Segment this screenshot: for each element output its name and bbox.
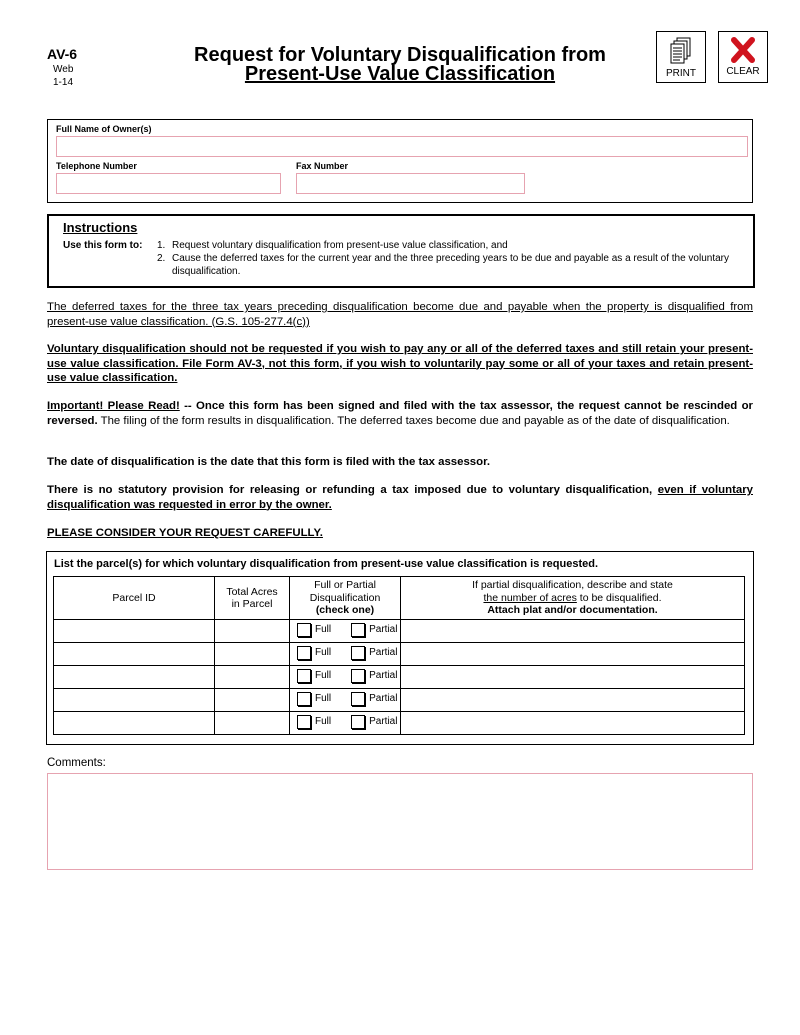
partial-description-input[interactable]: [401, 620, 745, 643]
disqualification-date-paragraph: The date of disqualification is the date that this form is filed with the tax assessor.: [47, 456, 491, 468]
col-header-description: If partial disqualification, describe and state the number of acres to be disqualified. Attach plat and/or documentation.: [401, 577, 745, 620]
no-refund-bold: There is no statutory provision for releasing or refunding a tax imposed due to voluntary disqualification,: [47, 484, 658, 496]
disqualification-type-cell: [290, 689, 401, 712]
clear-label: CLEAR: [726, 66, 760, 77]
partial-checkbox[interactable]: [351, 623, 365, 637]
instruction-text-1: Request voluntary disqualification from present-use value classification, and: [172, 240, 508, 251]
parcel-id-input[interactable]: [54, 712, 215, 735]
partial-option: [351, 623, 397, 637]
clear-button[interactable]: [718, 31, 768, 83]
partial-description-input[interactable]: [401, 666, 745, 689]
partial-checkbox[interactable]: [351, 692, 365, 706]
form-code: AV-6: [47, 46, 78, 62]
parcel-row: [54, 712, 745, 735]
full-label: Full: [315, 647, 332, 658]
full-option: [297, 715, 331, 729]
full-option: [297, 692, 331, 706]
print-icon: [670, 37, 692, 65]
important-notice-lead: Important! Please Read!: [47, 400, 180, 412]
full-checkbox[interactable]: [297, 692, 311, 706]
parcel-acres-input[interactable]: [215, 643, 290, 666]
disqualification-type-cell: [290, 620, 401, 643]
voluntary-disqualification-warning: Voluntary disqualification should not be requested if you wish to pay any or all of the deferred taxes and still retain your present-use value classification. File Form AV-3, not this form, if you wish to voluntarily pay some or all of your taxes and retain present-use value classification.: [47, 343, 753, 384]
important-notice-paragraph: [47, 399, 753, 428]
col-header-parcel-id: Parcel ID: [54, 577, 215, 620]
owner-info-section: [47, 119, 753, 203]
parcel-row: [54, 620, 745, 643]
parcel-acres-input[interactable]: [215, 620, 290, 643]
important-notice-rest: The filing of the form results in disqualification. The deferred taxes become due and payable as of the date of disqualification.: [97, 414, 730, 427]
form-revision-date: 1-14: [53, 77, 74, 88]
instructions-title: Instructions: [63, 220, 138, 235]
fax-label: Fax Number: [296, 161, 349, 171]
parcel-acres-input[interactable]: [215, 712, 290, 735]
page-title-line1: Request for Voluntary Disqualification from: [194, 44, 606, 66]
partial-description-input[interactable]: [401, 712, 745, 735]
telephone-input[interactable]: [56, 173, 281, 194]
partial-checkbox[interactable]: [351, 646, 365, 660]
full-checkbox[interactable]: [297, 646, 311, 660]
partial-description-input[interactable]: [401, 643, 745, 666]
partial-option: [351, 646, 397, 660]
parcel-row: [54, 666, 745, 689]
disqualification-type-cell: [290, 666, 401, 689]
full-label: Full: [315, 624, 332, 635]
parcel-acres-input[interactable]: [215, 666, 290, 689]
form-version: Web: [53, 64, 74, 75]
partial-checkbox[interactable]: [351, 669, 365, 683]
partial-option: [351, 692, 397, 706]
partial-label: Partial: [369, 670, 398, 681]
partial-option: [351, 715, 397, 729]
disqualification-type-cell: [290, 712, 401, 735]
deferred-taxes-paragraph: The deferred taxes for the three tax years preceding disqualification become due and payable when the property is disqualified from present-use value classification. (G.S. 105-277.4(c)): [47, 301, 753, 328]
full-checkbox[interactable]: [297, 669, 311, 683]
parcel-id-input[interactable]: [54, 620, 215, 643]
no-refund-paragraph: [47, 483, 753, 512]
partial-label: Partial: [369, 647, 398, 658]
parcels-heading: List the parcel(s) for which voluntary disqualification from present-use value classification is requested.: [54, 558, 599, 570]
full-label: Full: [315, 716, 332, 727]
full-label: Full: [315, 670, 332, 681]
instructions-section: [47, 214, 755, 288]
comments-textarea[interactable]: [47, 773, 753, 870]
parcel-row: [54, 643, 745, 666]
col-header-disqualification-type: Full or Partial Disqualification (check one): [290, 577, 401, 620]
partial-description-input[interactable]: [401, 689, 745, 712]
page-title-line2: Present-Use Value Classification: [244, 63, 556, 85]
full-checkbox[interactable]: [297, 623, 311, 637]
instruction-text-2: Cause the deferred taxes for the current year and the three preceding years to be due and payable as a result of the voluntary disqualification.: [172, 253, 730, 277]
col-header-acres: Total Acres in Parcel: [215, 577, 290, 620]
instructions-use-label: Use this form to:: [63, 240, 143, 251]
important-notice-bold: -- Once this form has been signed and filed with the tax assessor, the request cannot be rescinded or reversed.: [47, 400, 753, 427]
comments-label: Comments:: [47, 757, 106, 769]
parcel-id-input[interactable]: [54, 643, 215, 666]
parcel-id-input[interactable]: [54, 689, 215, 712]
disqualification-type-cell: [290, 643, 401, 666]
full-option: [297, 623, 331, 637]
partial-option: [351, 669, 397, 683]
parcels-section: [46, 551, 754, 745]
parcels-table-header: [54, 577, 745, 620]
parcel-acres-input[interactable]: [215, 689, 290, 712]
partial-label: Partial: [369, 716, 398, 727]
print-button[interactable]: [656, 31, 706, 83]
partial-label: Partial: [369, 624, 398, 635]
fax-input[interactable]: [296, 173, 525, 194]
instruction-number-1: 1.: [157, 240, 166, 251]
print-label: PRINT: [666, 68, 696, 79]
full-option: [297, 669, 331, 683]
full-option: [297, 646, 331, 660]
parcel-row: [54, 689, 745, 712]
partial-label: Partial: [369, 693, 398, 704]
full-name-label: Full Name of Owner(s): [56, 124, 152, 134]
full-checkbox[interactable]: [297, 715, 311, 729]
instruction-number-2: 2.: [157, 253, 166, 264]
full-label: Full: [315, 693, 332, 704]
no-refund-underline: even if voluntary disqualification was requested in error by the owner.: [47, 484, 753, 511]
partial-checkbox[interactable]: [351, 715, 365, 729]
consider-carefully-notice: PLEASE CONSIDER YOUR REQUEST CAREFULLY.: [47, 527, 323, 539]
full-name-input[interactable]: [56, 136, 748, 157]
parcel-id-input[interactable]: [54, 666, 215, 689]
clear-x-icon: [731, 37, 755, 63]
parcels-table: [53, 576, 745, 735]
telephone-label: Telephone Number: [56, 161, 137, 171]
